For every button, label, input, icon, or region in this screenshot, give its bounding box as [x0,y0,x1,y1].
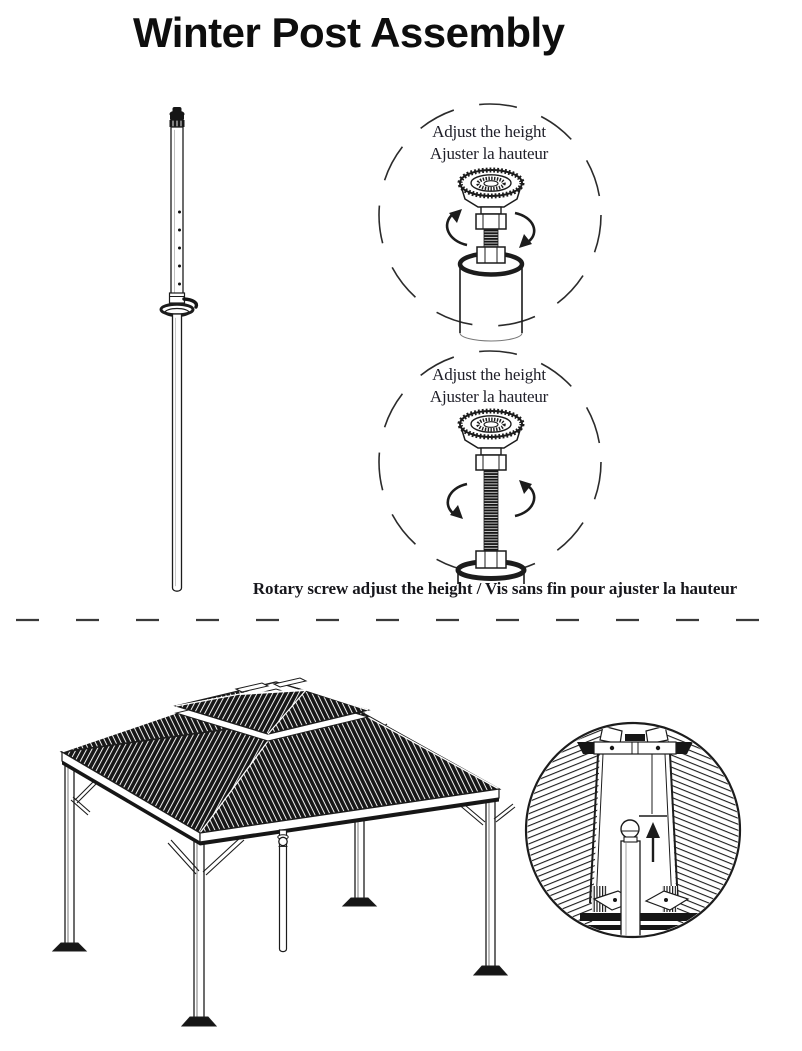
page-title: Winter Post Assembly [133,9,565,56]
post-height-clamp [161,293,196,317]
rotary-screw-caption: Rotary screw adjust the height / Vis sans fin pour ajuster la hauteur [252,579,738,598]
detail-2-label-en: Adjust the height [432,365,546,384]
detail-1-label-en: Adjust the height [432,122,546,141]
detail-2-label [379,364,599,408]
installed-winter-post [278,830,288,952]
gazebo-roof [62,678,499,846]
detail-2-label-fr: Ajuster la hauteur [429,387,549,406]
detail-1-label-fr: Ajuster la hauteur [429,144,549,163]
post-install-detail [512,700,754,952]
winter-post-figure [161,107,196,591]
gazebo-figure [53,678,515,1026]
detail-1-label [379,121,599,165]
